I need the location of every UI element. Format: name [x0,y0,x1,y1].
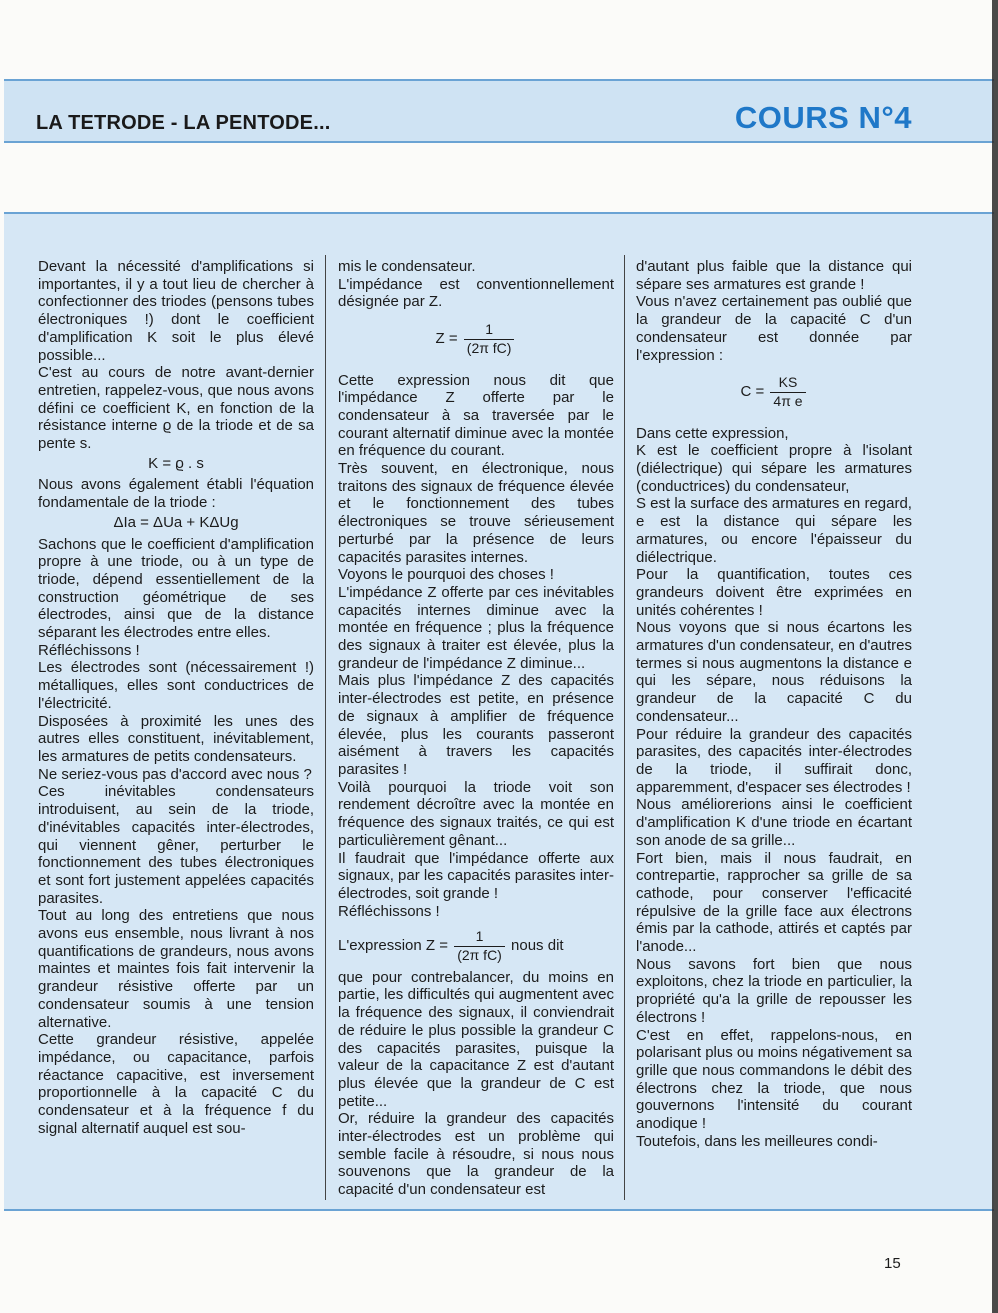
fraction-denominator: (2π fC) [457,947,502,964]
paragraph: Cette expression nous dit que l'impédance Z offerte par le condensateur à sa traversée par le courant alternatif diminue avec la montée en fréquence du courant. [338,371,614,460]
paragraph: Disposées à proximité les unes des autres elles constituent, inévitablement, les armatures de petits condensateurs. [38,712,314,765]
text-column-1 [38,258,314,1137]
formula-lhs: C = [740,383,765,401]
fraction [454,928,505,964]
paragraph: Très souvent, en électronique, nous traitons des signaux de fréquence élevée et le fonctionnement des tubes électroniques se trouve sérieusement perturbé par la présence de leurs capacités parasites internes. [338,460,614,566]
paragraph: Sachons que le coefficient d'amplification propre à une triode, ou à un type de triode, dépend essentiellement de la construction géométrique de ses électrodes, ainsi que de la distance séparant les électrodes entre elles. [38,535,314,642]
formula-lhs: Z = [435,330,458,348]
paragraph: Toutefois, dans les meilleures condi- [636,1132,878,1150]
column-divider [624,255,625,1200]
paragraph: Or, réduire la grandeur des capacités inter-électrodes est un problème qui semble facile à résoudre, si nous nous souvenons que la grandeur de la capacité d'un condensateur est [338,1110,614,1199]
column-divider [325,255,326,1200]
paragraph: Devant la nécessité d'amplifications si importantes, il y a tout lieu de chercher à confectionner des triodes (pensons tubes électroniques !) dont le coefficient d'amplification K soit le plus élevé possible... [38,258,314,364]
formula-capacity [636,374,912,410]
paragraph: Nous améliorerions ainsi le coefficient d'amplification K d'une triode en écartant son anode de sa grille... [636,796,912,849]
paragraph: Nous savons fort bien que nous exploitons, chez la triode en particulier, la propriété qu'a la grille de repousser les électrons ! [636,955,912,1026]
paragraph: Tout au long des entretiens que nous avons eus ensemble, nous livrant à nos quantifications de grandeurs, nous avons maintes et maintes fois fait intervenir la grandeur résistive offerte par un condensateur soumis à une tension alternative. [38,907,314,1031]
fraction-numerator: 1 [464,321,515,340]
fraction-denominator: 4π e [773,392,803,409]
page-header-title: LA TETRODE - LA PENTODE... [36,112,331,134]
page-number: 15 [884,1255,901,1272]
paragraph: L'impédance Z offerte par ces inévitables capacités internes diminue avec la montée en fréquence ; plus la fréquence des signaux à traiter est élevée, plus la grandeur de l'impédance Z diminue... [338,583,614,672]
paragraph: Pour réduire la grandeur des capacités parasites, des capacités inter-électrodes de la triode, il suffirait donc, apparemment, d'espacer ses électrodes ! [636,725,912,796]
formula-suffix: nous dit [511,937,564,955]
paragraph: L'impédance est conventionnellement désignée par Z. [338,275,614,311]
fraction-denominator: (2π fC) [466,339,512,356]
paragraph: Voilà pourquoi la triode voit son rendement décroître avec la montée en fréquence des signaux traités, ce qui est particulièrement gênant... [338,778,614,849]
paragraph: C'est en effet, rappelons-nous, en polarisant plus ou moins négativement sa grille que nous commandons le débit des électrons chez la triode, que nous gouvernons l'intensité du courant anodique ! [636,1026,912,1133]
paragraph: Réfléchissons ! [338,902,440,920]
paragraph: Ces inévitables condensateurs introduisent, au sein de la triode, d'inévitables capacités inter-électrodes, qui viennent gêner, perturber le fonctionnement des tubes électroniques et sont fort justement appelées capacités parasites. [38,783,314,907]
course-number: COURS N°4 [734,100,912,135]
fraction-numerator: KS [770,374,805,393]
paragraph: Voyons le pourquoi des choses ! [338,566,554,584]
text-column-2 [338,258,614,1199]
paragraph: Nous avons également établi l'équation fondamentale de la triode : [38,476,314,512]
text-column-3 [636,258,912,1150]
formula-prefix: L'expression Z = [338,937,449,955]
paragraph: e est la distance qui sépare les armatures, ou encore l'épaisseur du diélectrique. [636,513,912,566]
paragraph: Nous voyons que si nous écartons les armatures d'un condensateur, en d'autres termes si nous augmentons la distance e qui les sépare, nous réduisons la grandeur de la capacité C du condensateur... [636,619,912,725]
paragraph: d'autant plus faible que la distance qui sépare ses armatures est grande ! [636,258,912,293]
inline-formula-line [338,928,614,964]
paragraph: que pour contrebalancer, du moins en partie, les difficultés qui augmentent avec la fréquence des signaux, il conviendrait de réduire le plus possible la grandeur C des capacités parasites, puisque la valeur de la capacitance Z est d'autant plus élevée que la grandeur de C est petite... [338,968,614,1110]
paragraph: S est la surface des armatures en regard, [636,495,912,513]
formula-impedance [338,321,614,357]
paragraph: Cette grandeur résistive, appelée impédance, ou capacitance, parfois réactance capacitive, est inversement proportionnelle à la capacité C du condensateur et à la fréquence f du signal alternatif auquel est sou- [38,1031,314,1137]
paragraph: Vous n'avez certainement pas oublié que la grandeur de la capacité C d'un condensateur est donnée par l'expression : [636,293,912,364]
paragraph: Pour la quantification, toutes ces grandeurs doivent être exprimées en unités cohérentes ! [636,566,912,619]
paragraph: Il faudrait que l'impédance offerte aux signaux, par les capacités parasites inter-électrodes, soit grande ! [338,849,614,902]
paragraph: Fort bien, mais il nous faudrait, en contrepartie, rapprocher sa grille de sa cathode, pour conserver l'efficacité répulsive de la grille face aux électrons émis par la cathode, attirés et captés par l'anode... [636,849,912,956]
fraction-numerator: 1 [454,928,505,947]
fraction [770,374,805,410]
paragraph: Dans cette expression, [636,424,789,442]
paragraph: Les électrodes sont (nécessairement !) métalliques, elles sont conductrices de l'électricité. [38,659,314,712]
paragraph: C'est au cours de notre avant-dernier entretien, rappelez-vous, que nous avons défini ce coefficient K, en fonction de la résistance interne ϱ de la triode et de sa pente s. [38,364,314,453]
page-edge [992,0,998,1313]
paragraph: K est le coefficient propre à l'isolant (diélectrique) qui sépare les armatures (conductrices) du condensateur, [636,442,912,495]
paragraph: Ne seriez-vous pas d'accord avec nous ? [38,765,312,783]
formula-triode-equation: ΔIa = ΔUa + KΔUg [113,513,239,531]
formula-k: K = ϱ . s [148,454,204,472]
fraction [464,321,515,357]
paragraph: Mais plus l'impédance Z des capacités inter-électrodes est petite, en présence de signaux à amplifier de fréquence élevée, plus les courants passeront aisément à travers les capacités parasites ! [338,672,614,778]
paragraph: Réfléchissons ! [38,641,140,659]
paragraph: mis le condensateur. [338,258,476,275]
